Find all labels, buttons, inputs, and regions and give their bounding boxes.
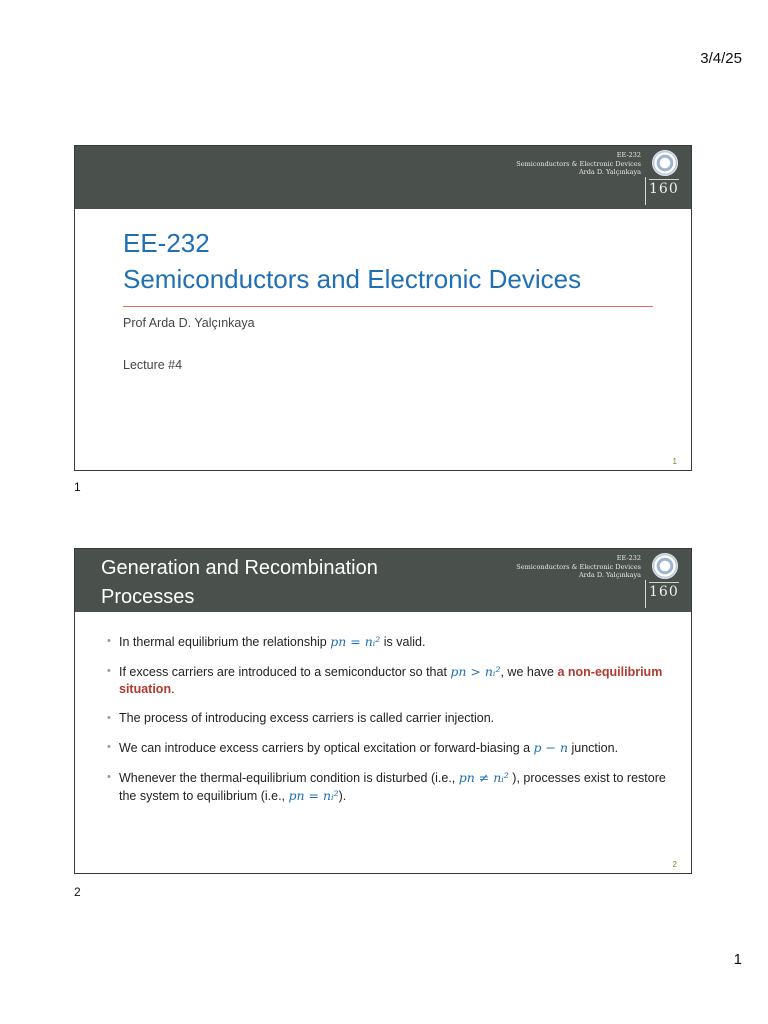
- logo-anniversary-text: 160: [649, 181, 679, 197]
- header-credit: [516, 151, 641, 177]
- seal-icon: [652, 150, 678, 176]
- course-title: Semiconductors and Electronic Devices: [123, 264, 582, 294]
- bullet-text: The process of introducing excess carriers is called carrier injection.: [119, 711, 495, 725]
- bullet-text: .: [171, 682, 175, 696]
- bullet-item: [107, 633, 667, 651]
- page-date: 3/4/25: [700, 50, 742, 67]
- university-logo: [645, 552, 685, 608]
- bullet-text: junction.: [568, 741, 619, 755]
- slide-title-line: Generation and Recombination: [101, 557, 378, 579]
- course-code: EE-232: [123, 228, 210, 258]
- page-number: 1: [733, 951, 742, 968]
- slide-header: [75, 549, 691, 612]
- math-expression: pn = nᵢ²: [288, 788, 339, 803]
- slide-header: [75, 146, 691, 209]
- bullet-text: If excess carriers are introduced to a semiconductor so that: [119, 665, 451, 679]
- slide-1: [74, 145, 692, 471]
- credit-course-code: EE-232: [616, 554, 641, 562]
- math-expression: p − n: [533, 740, 569, 755]
- slide-number: 2: [672, 860, 677, 869]
- credit-author: Arda D. Yalçınkaya: [578, 168, 641, 176]
- bullet-item: [107, 739, 667, 757]
- math-expression: pn = nᵢ²: [330, 634, 381, 649]
- credit-course-code: EE-232: [616, 151, 641, 159]
- math-expression: pn > nᵢ²: [450, 664, 501, 679]
- header-credit: [516, 554, 641, 580]
- logo-divider: [645, 177, 646, 205]
- logo-anniversary-text: 160: [649, 584, 679, 600]
- lecture-number: Lecture #4: [123, 358, 183, 372]
- credit-author: Arda D. Yalçınkaya: [578, 571, 641, 579]
- slide-index: 1: [74, 480, 81, 494]
- title-divider: [123, 306, 653, 307]
- bullet-text: ), processes exist to restore the system to equilibrium (i.e.,: [119, 771, 666, 803]
- bullet-text: Whenever the thermal-equilibrium condition is disturbed (i.e.,: [119, 771, 459, 785]
- credit-course-name: Semiconductors & Electronic Devices: [516, 562, 641, 571]
- math-expression: pn ≠ nᵢ²: [458, 770, 509, 785]
- bullet-text: ).: [338, 789, 347, 803]
- bullet-text: is valid.: [380, 635, 426, 649]
- bullet-text: We can introduce excess carriers by optical excitation or forward-biasing a: [119, 741, 534, 755]
- bullet-list: [107, 633, 667, 817]
- seal-icon: [652, 553, 678, 579]
- slide-title-line: Processes: [101, 586, 195, 608]
- bullet-text: , we have: [500, 665, 558, 679]
- instructor-name: Prof Arda D. Yalçınkaya: [123, 316, 255, 330]
- bullet-item: [107, 769, 667, 805]
- slide-index: 2: [74, 885, 81, 899]
- emphasis-text: a non-equilibrium situation: [119, 665, 663, 696]
- slide-title: [101, 554, 461, 612]
- credit-course-name: Semiconductors & Electronic Devices: [516, 159, 641, 168]
- bullet-item: [107, 710, 667, 727]
- slide-number: 1: [672, 457, 677, 466]
- slide-2: [74, 548, 692, 874]
- logo-divider: [645, 580, 646, 608]
- university-logo: [645, 149, 685, 205]
- bullet-item: [107, 663, 667, 698]
- bullet-text: In thermal equilibrium the relationship: [119, 635, 331, 649]
